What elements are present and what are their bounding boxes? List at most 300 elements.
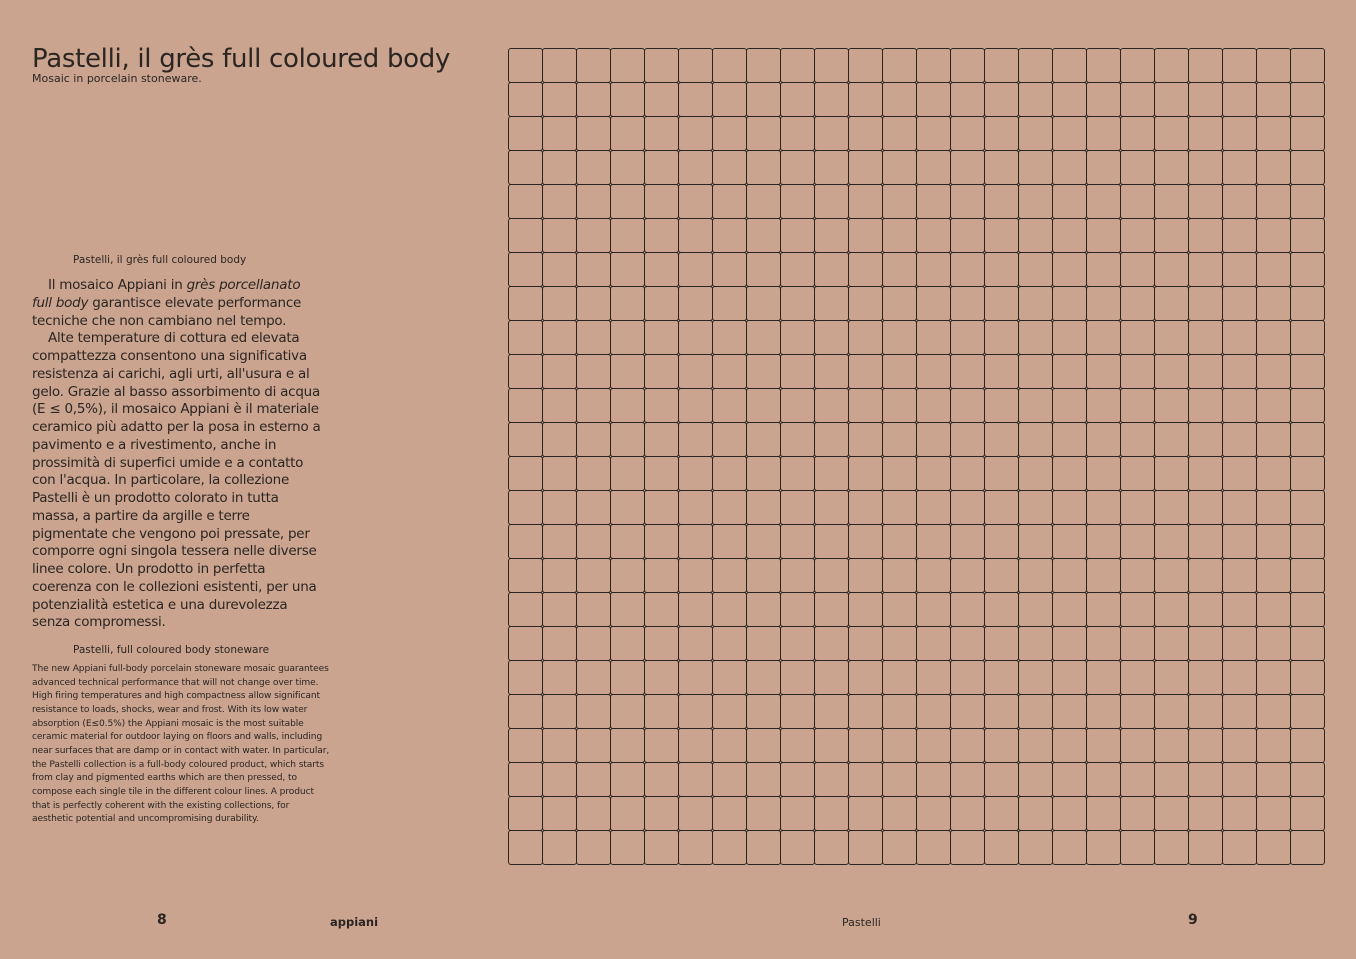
mosaic-tile — [508, 184, 543, 219]
mosaic-tile — [746, 150, 781, 185]
mosaic-tile — [1018, 354, 1053, 389]
mosaic-tile — [814, 184, 849, 219]
mosaic-tile — [882, 320, 917, 355]
mosaic-tile — [916, 116, 951, 151]
mosaic-tile — [644, 150, 679, 185]
mosaic-tile — [1018, 184, 1053, 219]
mosaic-tile — [712, 728, 747, 763]
mosaic-tile — [780, 456, 815, 491]
mosaic-tile — [1086, 694, 1121, 729]
mosaic-tile — [508, 592, 543, 627]
mosaic-tile — [508, 524, 543, 559]
mosaic-tile — [542, 728, 577, 763]
mosaic-tile — [848, 524, 883, 559]
mosaic-tile — [950, 354, 985, 389]
mosaic-tile — [610, 830, 645, 865]
mosaic-tile — [1120, 82, 1155, 117]
mosaic-tile — [1086, 48, 1121, 83]
mosaic-tile — [644, 320, 679, 355]
mosaic-tile — [1188, 830, 1223, 865]
mosaic-tile — [1256, 660, 1291, 695]
mosaic-tile — [950, 218, 985, 253]
mosaic-tile — [814, 252, 849, 287]
mosaic-tile — [848, 558, 883, 593]
mosaic-tile — [576, 558, 611, 593]
mosaic-tile — [508, 490, 543, 525]
mosaic-tile — [678, 728, 713, 763]
mosaic-tile — [984, 218, 1019, 253]
mosaic-tile — [1188, 694, 1223, 729]
mosaic-tile — [1222, 422, 1257, 457]
mosaic-tile — [746, 524, 781, 559]
mosaic-tile — [644, 694, 679, 729]
mosaic-tile — [542, 150, 577, 185]
mosaic-tile — [848, 762, 883, 797]
mosaic-tile — [814, 354, 849, 389]
mosaic-tile — [916, 48, 951, 83]
mosaic-tile — [780, 116, 815, 151]
mosaic-tile — [610, 320, 645, 355]
mosaic-tile — [1052, 48, 1087, 83]
mosaic-tile — [1120, 490, 1155, 525]
mosaic-tile — [882, 830, 917, 865]
mosaic-tile — [1086, 388, 1121, 423]
mosaic-tile — [950, 830, 985, 865]
mosaic-tile — [1086, 558, 1121, 593]
mosaic-tile — [780, 524, 815, 559]
mosaic-tile — [610, 660, 645, 695]
mosaic-tile — [508, 150, 543, 185]
mosaic-tile — [1256, 252, 1291, 287]
english-paragraph-1: The new Appiani full-body porcelain stoneware mosaic guarantees advanced technical performance that will not change over time. — [32, 664, 329, 688]
mosaic-tile — [746, 48, 781, 83]
mosaic-tile — [508, 796, 543, 831]
mosaic-tile — [780, 286, 815, 321]
mosaic-tile — [678, 456, 713, 491]
mosaic-tile — [1256, 592, 1291, 627]
mosaic-tile — [1188, 82, 1223, 117]
mosaic-tile — [984, 762, 1019, 797]
mosaic-tile — [1290, 592, 1325, 627]
mosaic-tile — [848, 728, 883, 763]
mosaic-tile — [576, 762, 611, 797]
mosaic-tile — [1052, 694, 1087, 729]
mosaic-tile — [542, 218, 577, 253]
mosaic-tile — [848, 456, 883, 491]
mosaic-tile — [950, 796, 985, 831]
mosaic-tile — [814, 456, 849, 491]
mosaic-tile — [1154, 422, 1189, 457]
mosaic-tile — [678, 490, 713, 525]
mosaic-tile — [984, 320, 1019, 355]
mosaic-tile — [1120, 592, 1155, 627]
mosaic-tile — [576, 660, 611, 695]
mosaic-tile — [1256, 388, 1291, 423]
mosaic-tile — [678, 320, 713, 355]
mosaic-tile — [1256, 830, 1291, 865]
mosaic-tile — [916, 490, 951, 525]
mosaic-tile — [984, 456, 1019, 491]
mosaic-tile — [950, 286, 985, 321]
mosaic-tile — [1256, 116, 1291, 151]
mosaic-tile — [1154, 82, 1189, 117]
mosaic-tile — [780, 48, 815, 83]
mosaic-tile — [610, 422, 645, 457]
mosaic-tile — [610, 150, 645, 185]
mosaic-tile — [814, 150, 849, 185]
mosaic-tile — [950, 150, 985, 185]
mosaic-tile — [576, 422, 611, 457]
mosaic-tile — [1052, 320, 1087, 355]
mosaic-tile — [712, 592, 747, 627]
mosaic-tile — [1018, 320, 1053, 355]
mosaic-tile — [1086, 422, 1121, 457]
mosaic-tile — [916, 456, 951, 491]
mosaic-tile — [848, 320, 883, 355]
mosaic-tile — [814, 592, 849, 627]
mosaic-tile — [542, 456, 577, 491]
mosaic-tile — [1018, 558, 1053, 593]
mosaic-tile — [610, 694, 645, 729]
mosaic-tile — [1188, 354, 1223, 389]
mosaic-tile — [1188, 150, 1223, 185]
mosaic-tile — [1086, 592, 1121, 627]
mosaic-tile — [542, 252, 577, 287]
mosaic-tile — [780, 388, 815, 423]
mosaic-tile — [610, 218, 645, 253]
mosaic-tile — [1256, 694, 1291, 729]
mosaic-tile — [1290, 728, 1325, 763]
mosaic-tile — [542, 184, 577, 219]
mosaic-tile — [984, 252, 1019, 287]
mosaic-tile — [508, 320, 543, 355]
mosaic-tile — [1154, 558, 1189, 593]
mosaic-tile — [1290, 286, 1325, 321]
mosaic-tile — [678, 524, 713, 559]
mosaic-tile — [1018, 762, 1053, 797]
mosaic-tile — [712, 660, 747, 695]
mosaic-tile — [950, 422, 985, 457]
mosaic-tile — [1018, 150, 1053, 185]
mosaic-tile — [1018, 830, 1053, 865]
mosaic-tile — [916, 252, 951, 287]
mosaic-tile — [1052, 830, 1087, 865]
mosaic-tile — [814, 558, 849, 593]
mosaic-tile — [882, 660, 917, 695]
mosaic-tile — [1120, 626, 1155, 661]
mosaic-tile — [950, 626, 985, 661]
mosaic-tile — [678, 252, 713, 287]
mosaic-tile — [1188, 796, 1223, 831]
mosaic-tile — [1290, 558, 1325, 593]
mosaic-tile — [1290, 116, 1325, 151]
mosaic-tile — [1290, 524, 1325, 559]
mosaic-tile — [1018, 82, 1053, 117]
mosaic-tile — [644, 524, 679, 559]
mosaic-tile — [1052, 456, 1087, 491]
mosaic-tile — [950, 592, 985, 627]
mosaic-tile — [746, 830, 781, 865]
mosaic-tile — [1086, 354, 1121, 389]
mosaic-tile — [1086, 524, 1121, 559]
mosaic-tile — [712, 82, 747, 117]
mosaic-tile — [542, 388, 577, 423]
mosaic-tile — [1086, 320, 1121, 355]
mosaic-tile — [984, 422, 1019, 457]
mosaic-tile — [1120, 422, 1155, 457]
mosaic-tile — [644, 660, 679, 695]
mosaic-tile — [1018, 218, 1053, 253]
mosaic-tile — [712, 116, 747, 151]
mosaic-tile — [882, 422, 917, 457]
mosaic-tile — [950, 524, 985, 559]
mosaic-tile — [1290, 762, 1325, 797]
mosaic-tile — [542, 762, 577, 797]
mosaic-tile — [1052, 388, 1087, 423]
mosaic-tile — [508, 762, 543, 797]
mosaic-tile — [1154, 728, 1189, 763]
mosaic-tile — [542, 354, 577, 389]
mosaic-tile — [644, 626, 679, 661]
mosaic-tile — [576, 150, 611, 185]
mosaic-tile — [576, 456, 611, 491]
mosaic-tile — [1120, 660, 1155, 695]
italian-paragraph-1-end: garantisce elevate performance tecniche che non cambiano nel tempo. — [32, 294, 302, 329]
mosaic-tile — [1290, 354, 1325, 389]
mosaic-tile — [746, 592, 781, 627]
mosaic-tile — [1222, 252, 1257, 287]
mosaic-tile-grid — [508, 48, 1324, 864]
italian-paragraph-1-emphasis: grès porcellanato full body — [32, 277, 301, 311]
mosaic-tile — [1256, 728, 1291, 763]
mosaic-tile — [814, 728, 849, 763]
mosaic-tile — [678, 116, 713, 151]
mosaic-tile — [1290, 218, 1325, 253]
mosaic-tile — [1290, 150, 1325, 185]
mosaic-tile — [814, 218, 849, 253]
mosaic-tile — [950, 116, 985, 151]
mosaic-tile — [1188, 762, 1223, 797]
mosaic-tile — [1222, 728, 1257, 763]
mosaic-tile — [1052, 626, 1087, 661]
mosaic-tile — [644, 762, 679, 797]
mosaic-tile — [1188, 218, 1223, 253]
mosaic-tile — [1222, 354, 1257, 389]
mosaic-tile — [1018, 286, 1053, 321]
mosaic-tile — [1086, 660, 1121, 695]
mosaic-tile — [644, 422, 679, 457]
english-heading: Pastelli, full coloured body stoneware — [73, 644, 270, 656]
mosaic-tile — [542, 660, 577, 695]
mosaic-tile — [780, 218, 815, 253]
mosaic-tile — [1154, 694, 1189, 729]
mosaic-tile — [814, 82, 849, 117]
mosaic-tile — [1290, 82, 1325, 117]
mosaic-tile — [814, 490, 849, 525]
mosaic-tile — [848, 796, 883, 831]
mosaic-tile — [1290, 456, 1325, 491]
mosaic-tile — [508, 660, 543, 695]
mosaic-tile — [950, 82, 985, 117]
mosaic-tile — [542, 558, 577, 593]
mosaic-tile — [1086, 626, 1121, 661]
mosaic-tile — [882, 354, 917, 389]
mosaic-tile — [780, 694, 815, 729]
mosaic-tile — [916, 762, 951, 797]
mosaic-tile — [542, 48, 577, 83]
mosaic-tile — [576, 184, 611, 219]
mosaic-tile — [950, 558, 985, 593]
italian-paragraph-2: Alte temperature di cottura ed elevata compattezza consentono una significativa resistenza ai carichi, agli urti, all'usura e al gelo. Grazie al basso assorbimento di acqua (E ≤ 0,5%), il mosaico Appiani è il materiale ceramico più adatto per la posa in esterno a pavimento e a rivestimento, anche in prossimità di superfici umide e a contatto con l'acqua. In particolare, la collezione Pastelli è un prodotto colorato in tutta massa, a partire da argille e terre pigmentate che vengono poi pressate, per comporre ogni singola tessera nelle diverse linee colore. Un prodotto in perfetta coerenza con le collezioni esistenti, per una potenzialità estetica e una durevolezza senza compromessi. — [32, 330, 321, 631]
mosaic-tile — [950, 490, 985, 525]
mosaic-tile — [1290, 490, 1325, 525]
mosaic-tile — [746, 82, 781, 117]
mosaic-tile — [678, 626, 713, 661]
mosaic-tile — [644, 82, 679, 117]
mosaic-tile — [712, 252, 747, 287]
mosaic-tile — [814, 388, 849, 423]
mosaic-tile — [542, 116, 577, 151]
mosaic-tile — [848, 286, 883, 321]
mosaic-tile — [1188, 558, 1223, 593]
mosaic-tile — [576, 490, 611, 525]
mosaic-tile — [848, 592, 883, 627]
mosaic-tile — [1120, 456, 1155, 491]
mosaic-tile — [984, 558, 1019, 593]
mosaic-tile — [780, 150, 815, 185]
mosaic-tile — [1222, 796, 1257, 831]
mosaic-tile — [1154, 660, 1189, 695]
mosaic-tile — [610, 184, 645, 219]
mosaic-tile — [712, 286, 747, 321]
mosaic-tile — [712, 184, 747, 219]
mosaic-tile — [814, 796, 849, 831]
mosaic-tile — [882, 456, 917, 491]
mosaic-tile — [1120, 728, 1155, 763]
mosaic-tile — [610, 592, 645, 627]
mosaic-tile — [1052, 728, 1087, 763]
mosaic-tile — [882, 218, 917, 253]
mosaic-tile — [576, 388, 611, 423]
mosaic-tile — [1290, 48, 1325, 83]
mosaic-tile — [1052, 762, 1087, 797]
mosaic-tile — [882, 252, 917, 287]
mosaic-tile — [916, 728, 951, 763]
mosaic-tile — [1222, 762, 1257, 797]
mosaic-tile — [746, 660, 781, 695]
mosaic-tile — [644, 252, 679, 287]
mosaic-tile — [1290, 796, 1325, 831]
mosaic-tile — [882, 48, 917, 83]
mosaic-tile — [848, 694, 883, 729]
mosaic-tile — [780, 830, 815, 865]
mosaic-tile — [610, 762, 645, 797]
mosaic-tile — [916, 558, 951, 593]
mosaic-tile — [746, 796, 781, 831]
mosaic-tile — [1018, 728, 1053, 763]
mosaic-tile — [1018, 422, 1053, 457]
mosaic-tile — [712, 150, 747, 185]
mosaic-tile — [1120, 184, 1155, 219]
mosaic-tile — [916, 830, 951, 865]
mosaic-tile — [644, 558, 679, 593]
mosaic-tile — [678, 354, 713, 389]
mosaic-tile — [712, 48, 747, 83]
mosaic-tile — [678, 592, 713, 627]
mosaic-tile — [644, 830, 679, 865]
mosaic-tile — [678, 82, 713, 117]
mosaic-tile — [1222, 116, 1257, 151]
mosaic-tile — [984, 388, 1019, 423]
mosaic-tile — [814, 422, 849, 457]
mosaic-tile — [542, 490, 577, 525]
mosaic-tile — [712, 320, 747, 355]
mosaic-tile — [1086, 796, 1121, 831]
mosaic-tile — [1222, 592, 1257, 627]
mosaic-tile — [916, 422, 951, 457]
mosaic-tile — [1188, 252, 1223, 287]
mosaic-tile — [1154, 592, 1189, 627]
mosaic-tile — [1018, 116, 1053, 151]
mosaic-tile — [848, 82, 883, 117]
mosaic-tile — [1188, 728, 1223, 763]
mosaic-tile — [644, 286, 679, 321]
mosaic-tile — [508, 694, 543, 729]
mosaic-tile — [712, 524, 747, 559]
mosaic-tile — [746, 116, 781, 151]
mosaic-tile — [508, 830, 543, 865]
mosaic-tile — [1086, 116, 1121, 151]
mosaic-tile — [1256, 48, 1291, 83]
mosaic-tile — [780, 82, 815, 117]
mosaic-tile — [542, 626, 577, 661]
mosaic-tile — [780, 184, 815, 219]
mosaic-tile — [678, 218, 713, 253]
mosaic-tile — [848, 830, 883, 865]
mosaic-tile — [508, 626, 543, 661]
mosaic-tile — [780, 762, 815, 797]
mosaic-tile — [1222, 150, 1257, 185]
mosaic-tile — [508, 286, 543, 321]
mosaic-tile — [1222, 456, 1257, 491]
mosaic-tile — [1018, 252, 1053, 287]
page-number-left: 8 — [157, 912, 167, 928]
mosaic-tile — [542, 320, 577, 355]
mosaic-tile — [882, 694, 917, 729]
mosaic-tile — [746, 252, 781, 287]
mosaic-tile — [882, 286, 917, 321]
mosaic-tile — [1256, 524, 1291, 559]
mosaic-tile — [1222, 218, 1257, 253]
mosaic-tile — [1120, 694, 1155, 729]
mosaic-tile — [508, 218, 543, 253]
mosaic-tile — [848, 422, 883, 457]
mosaic-tile — [882, 592, 917, 627]
mosaic-tile — [984, 728, 1019, 763]
mosaic-tile — [984, 48, 1019, 83]
mosaic-tile — [1052, 558, 1087, 593]
mosaic-tile — [916, 218, 951, 253]
mosaic-tile — [1052, 796, 1087, 831]
mosaic-tile — [916, 660, 951, 695]
mosaic-tile — [916, 694, 951, 729]
mosaic-tile — [576, 626, 611, 661]
mosaic-tile — [1052, 660, 1087, 695]
mosaic-tile — [1256, 558, 1291, 593]
mosaic-tile — [1052, 82, 1087, 117]
mosaic-tile — [1290, 694, 1325, 729]
mosaic-tile — [1188, 48, 1223, 83]
